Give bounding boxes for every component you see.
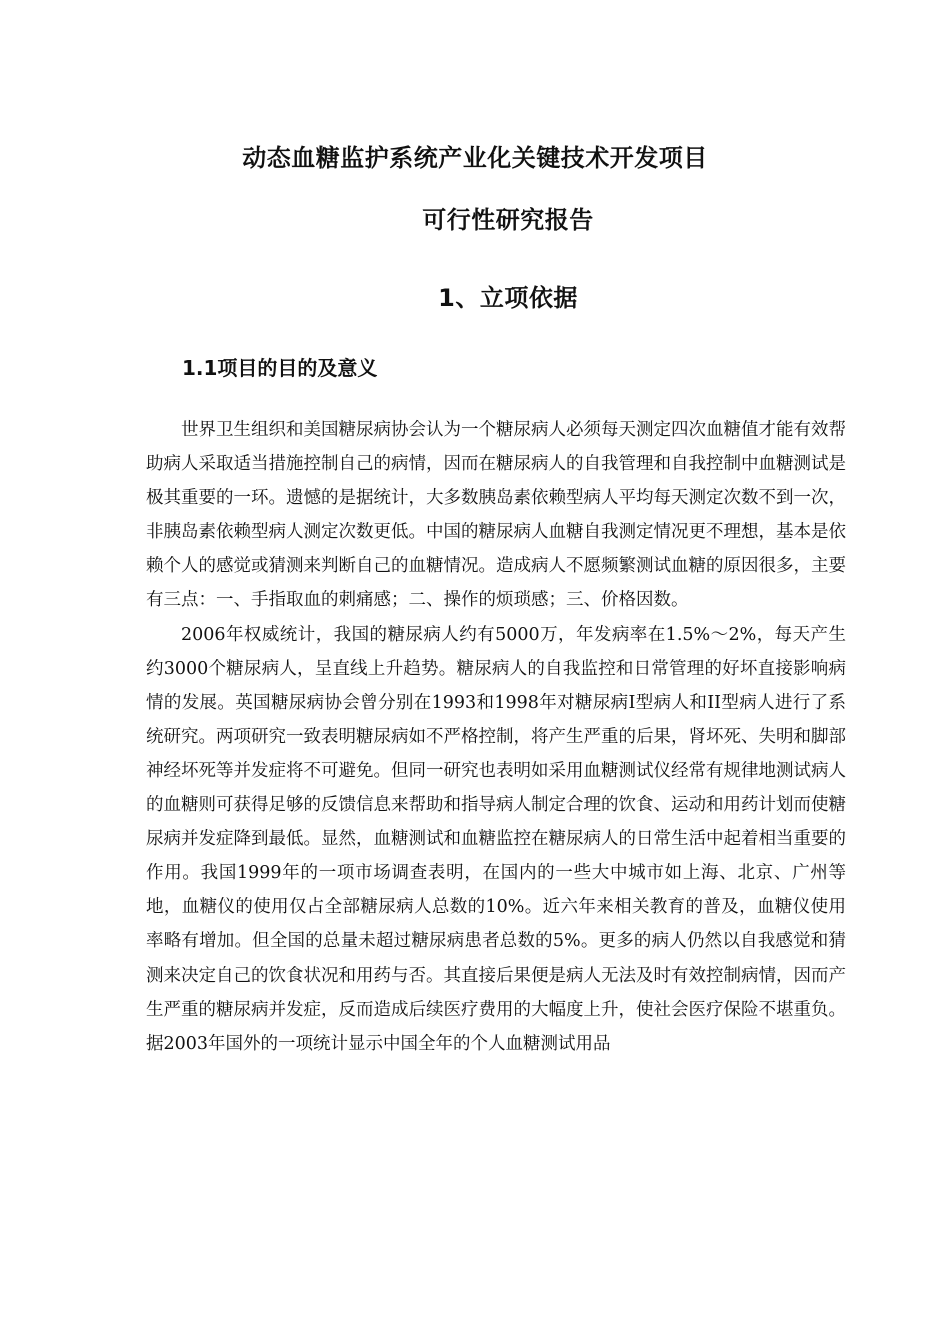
document-title-line1: 动态血糖监护系统产业化关键技术开发项目 (242, 144, 708, 172)
document-title-line2: 可行性研究报告 (422, 206, 594, 234)
paragraph: 世界卫生组织和美国糖尿病协会认为一个糖尿病人必须每天测定四次血糖值才能有效帮助病人采取适当措施控制自己的病情，因而在糖尿病人的自我管理和自我控制中血糖测试是极其重要的一环。遗憾的是据统计，大多数胰岛素依赖型病人平均每天测定次数不到一次，非胰岛素依赖型病人测定次数更低。中国的糖尿病人血糖自我测定情况更不理想，基本是依赖个人的感觉或猜测来判断自己的血糖情况。造成病人不愿频繁测试血糖的原因很多，主要有三点：一、手指取血的刺痛感；二、操作的烦琐感；三、价格因数。 (146, 420, 846, 611)
paragraph: 2006年权威统计，我国的糖尿病人约有5000万，年发病率在1.5%～2%，每天产生约3000个糖尿病人，呈直线上升趋势。糖尿病人的自我监控和日常管理的好坏直接影响病情的发展。英国糖尿病协会曾分别在1993和1998年对糖尿病I型病人和II型病人进行了系统研究。两项研究一致表明糖尿病如不严格控制，将产生严重的后果，肾坏死、失明和脚部神经坏死等并发症将不可避免。但同一研究也表明如采用血糖测试仪经常有规律地测试病人的血糖则可获得足够的反馈信息来帮助和指导病人制定合理的饮食、运动和用药计划而使糖尿病并发症降到最低。显然，血糖测试和血糖监控在糖尿病人的日常生活中起着相当重要的作用。我国1999年的一项市场调查表明，在国内的一些大中城市如上海、北京、广州等地，血糖仪的使用仅占全部糖尿病人总数的10%。近六年来相关教育的普及，血糖仪使用率略有增加。但全国的总量未超过糖尿病患者总数的5%。更多的病人仍然以自我感觉和猜测来决定自己的饮食状况和用药与否。其直接后果便是病人无法及时有效控制病情，因而产生严重的糖尿病并发症，反而造成后续医疗费用的大幅度上升，使社会医疗保险不堪重负。据2003年国外的一项统计显示中国全年的个人血糖测试用品 (146, 624, 846, 1054)
body-text (146, 413, 846, 1061)
subsection-heading: 1.1项目的目的及意义 (182, 356, 378, 380)
section-heading: 1、立项依据 (438, 284, 578, 312)
